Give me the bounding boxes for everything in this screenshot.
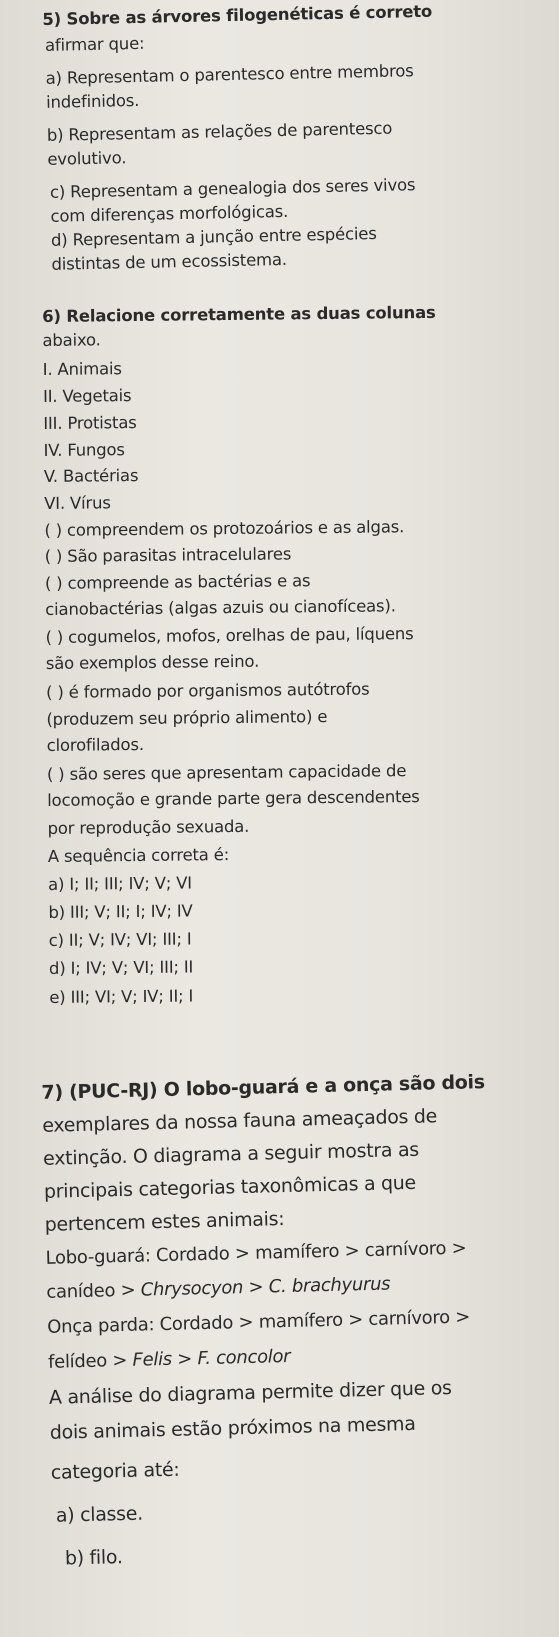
q6-stem-line-1: 6) Relacione corretamente as duas colunas [42,302,436,326]
question-7 [38,1017,553,1570]
q6-option-b: b) III; V; II; I; IV; IV [48,901,193,922]
q7-stem-line-3: extinção. O diagrama a seguir mostra as [42,1138,420,1170]
q7-analysis-line-2: dois animais estão próximos na mesma [49,1412,416,1444]
q7-onca-line-1: Onça parda: Cordado > mamífero > carnívoro > [47,1306,471,1338]
q6-col1-vegetais: II. Vegetais [42,386,132,406]
q5-option-b-cont: evolutivo. [47,148,127,169]
q7-lobo-family: canídeo > [46,1279,142,1303]
q5-option-a: a) Representam o parentesco entre membros [45,61,414,88]
q7-analysis-line-1: A análise do diagrama permite dizer que os [48,1377,452,1409]
q7-analysis-line-3: categoria até: [50,1458,180,1484]
question-6 [40,295,550,1007]
q5-stem-line-2: afirmar que: [44,33,145,55]
q6-option-e: e) III; VI; V; IV; II; I [49,986,194,1007]
q5-option-d: d) Representam a junção entre espécies [50,224,377,250]
q6-col2-item-3-cont: cianobactérias (algas azuis ou cianofíceas). [45,596,396,619]
q5-stem-line-1: 5) Sobre as árvores filogenéticas é correto [42,1,433,29]
q6-col2-item-4-cont: são exemplos desse reino. [45,651,260,673]
q7-stem-line-1: 7) (PUC-RJ) O lobo-guará e a onça são dois [41,1071,486,1104]
q7-lobo-species: C. brachyurus [268,1273,391,1298]
q6-option-d: d) I; IV; V; VI; III; II [48,957,194,978]
q7-onca-species: F. concolor [197,1345,291,1370]
q7-onca-line-2 [48,1346,291,1373]
q6-col2-item-6: ( ) são seres que apresentam capacidade de [46,761,407,784]
q5-option-d-cont: distintas de um ecossistema. [51,249,288,274]
q6-col2-item-3: ( ) compreende as bactérias e as [44,571,311,593]
q6-col2-item-5-cont: (produzem seu próprio alimento) e [46,707,328,729]
q6-col2-item-4: ( ) cogumelos, mofos, orelhas de pau, líquens [45,624,414,647]
q6-col2-item-2: ( ) São parasitas intracelulares [44,544,292,566]
q7-stem-line-4: principais categorias taxonômicas a que [43,1171,417,1203]
q7-onca-genus: Felis [132,1348,173,1371]
q7-option-b: b) filo. [64,1546,123,1570]
q7-option-a: a) classe. [55,1502,144,1527]
q7-stem-line-2: exemplares da nossa fauna ameaçados de [42,1105,438,1137]
q6-prompt: A sequência correta é: [47,845,230,866]
q7-onca-family: felídeo > [47,1349,133,1373]
q7-lobo-genus: Chrysocyon [140,1277,244,1301]
q6-option-a: a) I; II; III; IV; V; VI [48,873,193,894]
q6-option-c: c) II; V; IV; VI; III; I [48,929,192,950]
q7-stem-line-5: pertencem estes animais: [44,1208,285,1236]
q7-onca-sep: > [171,1348,198,1370]
q7-lobo-guara-line-1: Lobo-guará: Cordado > mamífero > carnívoro > [45,1237,467,1269]
q6-col2-item-1: ( ) compreendem os protozoários e as algas. [44,517,405,540]
q7-lobo-sep: > [242,1276,270,1299]
q6-stem-line-2: abaixo. [42,330,101,350]
q6-col2-item-6-cont: locomoção e grande parte gera descendentes [47,787,420,810]
q6-col1-protistas: III. Protistas [43,412,137,433]
q6-col2-item-6-cont-2: por reprodução sexuada. [47,816,250,838]
q6-col1-bacterias: V. Bactérias [43,465,139,486]
q6-col1-animais: I. Animais [42,359,122,379]
q5-option-c: c) Representam a genealogia dos seres vivos [49,175,416,202]
q5-option-a-cont: indefinidos. [45,90,140,112]
q6-col1-fungos: IV. Fungos [43,440,125,460]
q6-col1-virus: VI. Vírus [44,493,111,513]
q5-option-b: b) Representam as relações de parentesco [46,118,393,145]
q6-col2-item-5: ( ) é formado por organismos autótrofos [46,679,370,702]
q5-option-c-cont: com diferenças morfológicas. [50,201,289,226]
q6-col2-item-5-cont-2: clorofilados. [46,734,144,755]
q7-lobo-guara-line-2 [46,1273,390,1302]
